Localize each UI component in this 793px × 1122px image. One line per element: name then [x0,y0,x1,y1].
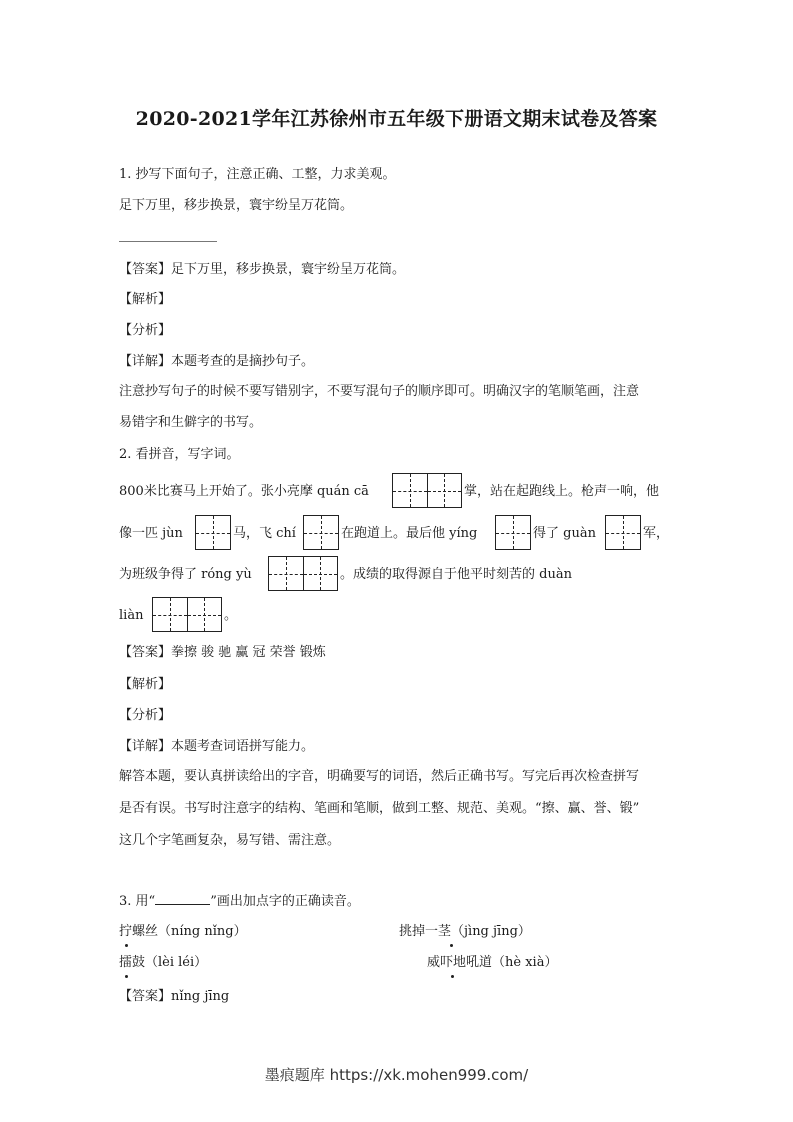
q1-explain-1: 注意抄写句子的时候不要写错别字，不要写混句子的顺序即可。明确汉字的笔顺笔画，注意 [119,384,640,399]
emphasis-dot [125,975,128,978]
q1-jiexi: 【解析】 [119,292,172,307]
q3-item-3: 擂鼓（lèi léi） [119,955,208,970]
footer-watermark: 墨痕题库 https://xk.mohen999.com/ [264,1066,529,1084]
q3-stem [119,892,360,911]
emphasis-dot [451,975,454,978]
emphasis-dot [450,944,453,947]
writing-grid-duan-lian[interactable] [152,597,222,632]
q2-explain-1: 解答本题，要认真拼读给出的字音，明确要写的词语，然后正确书写。写完后再次检查拼写 [119,769,640,784]
q3-item-2: 挑掉一茎（jìng jīng） [399,924,531,939]
q2-line1-b: 掌，站在起跑线上。枪声一响，他 [464,484,660,499]
q2-line2-c: 在跑道上。最后他 yíng [341,526,478,541]
q2-line2-b: 马，飞 chí [233,526,296,541]
q2-answer: 【答案】拳擦 骏 驰 赢 冠 荣誉 锻炼 [119,645,326,660]
q2-line4-b: 。 [224,608,238,623]
q2-line1-a: 800米比赛马上开始了。张小亮摩 quán cā [119,484,369,499]
q3-stem-a: 3. 用“ [119,894,156,909]
writing-grid-jun[interactable] [195,515,231,550]
divider [119,241,217,242]
writing-grid-rong-yu[interactable] [268,556,338,591]
q2-line2-e: 军， [643,526,670,541]
q3-answer: 【答案】nǐng jīng [119,989,230,1004]
writing-grid-guan[interactable] [605,515,641,550]
emphasis-dot [125,944,128,947]
writing-grid-chi[interactable] [303,515,339,550]
q1-explain-2: 易错字和生僻字的书写。 [119,415,263,430]
q1-answer: 【答案】足下万里，移步换景，寰宇纷呈万花筒。 [119,262,406,277]
q2-stem: 2. 看拼音，写字词。 [119,447,240,462]
writing-grid-ying[interactable] [495,515,531,550]
page-title: 2020-2021学年江苏徐州市五年级下册语文期末试卷及答案 [135,108,658,130]
q1-stem: 1. 抄写下面句子，注意正确、工整，力求美观。 [119,167,396,182]
q2-line3-b: 。成绩的取得源自于他平时刻苦的 duàn [340,567,572,582]
q3-stem-b: ”画出加点字的正确读音。 [210,894,360,909]
q1-xiangjie: 【详解】本题考查的是摘抄句子。 [119,354,315,369]
q2-fenxi: 【分析】 [119,708,172,723]
q2-line2-d: 得了 guàn [533,526,596,541]
q1-fenxi: 【分析】 [119,323,172,338]
q2-line3-a: 为班级争得了 róng yù [119,567,252,582]
q3-item-1: 拧螺丝（níng nǐng） [119,924,247,939]
q3-item-4: 威吓地吼道（hè xià） [427,955,558,970]
underline-sample [155,892,210,905]
writing-grid-quan-ca[interactable] [392,473,462,508]
q2-jiexi: 【解析】 [119,677,172,692]
q2-explain-3: 这几个字笔画复杂，易写错、需注意。 [119,833,341,848]
q2-line2-a: 像一匹 jùn [119,526,183,541]
q2-xiangjie: 【详解】本题考查词语拼写能力。 [119,739,315,754]
q1-sentence: 足下万里，移步换景，寰宇纷呈万花筒。 [119,198,354,213]
q2-line4-a: liàn [119,608,144,623]
q2-explain-2: 是否有误。书写时注意字的结构、笔画和笔顺，做到工整、规范、美观。“擦、赢、誉、锻” [119,801,640,816]
